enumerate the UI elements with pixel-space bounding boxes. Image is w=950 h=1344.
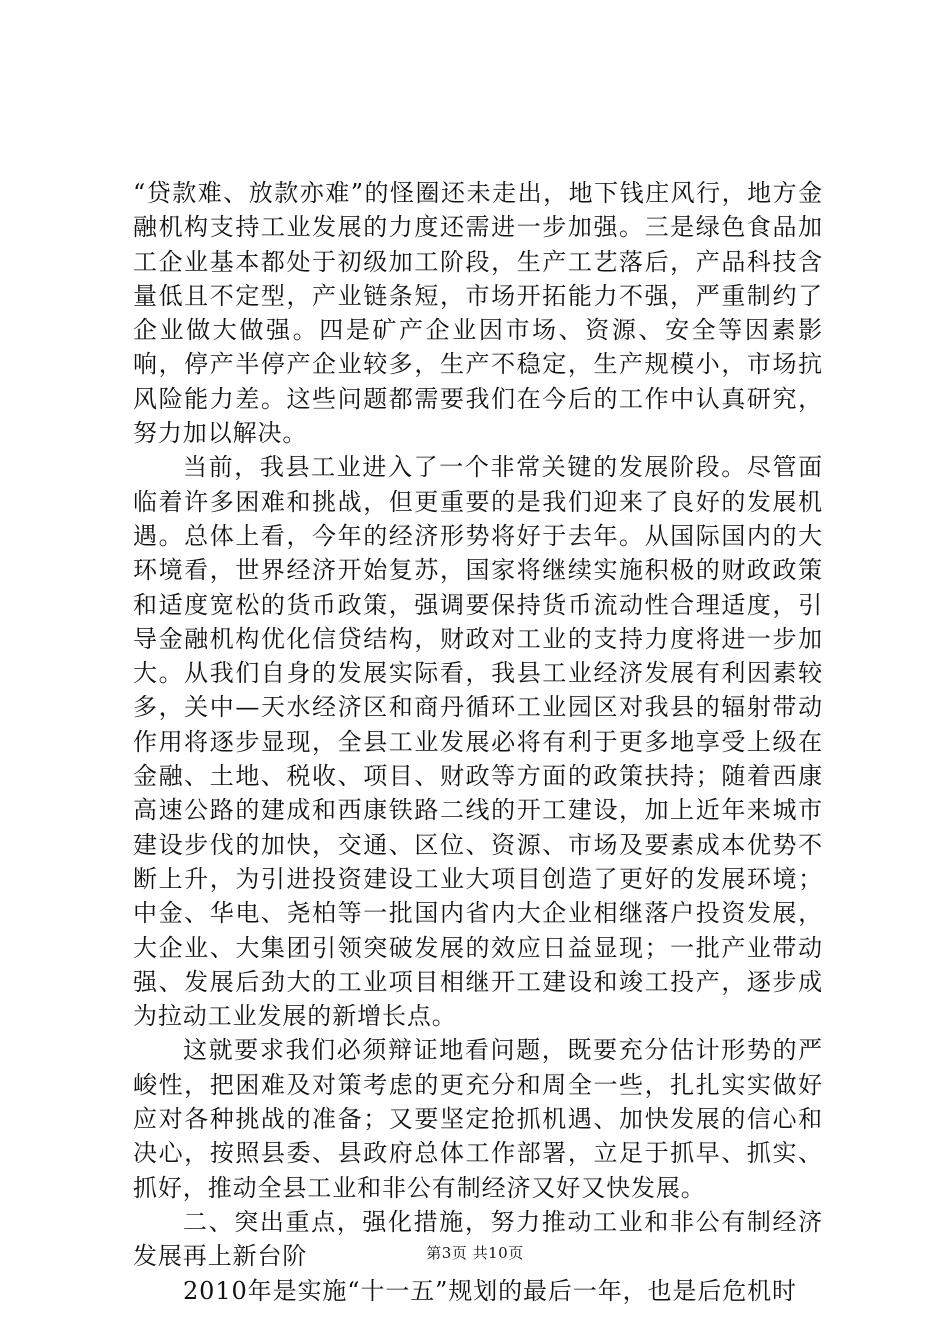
paragraph-development-stage: 当前，我县工业进入了一个非常关键的发展阶段。尽管面临着许多困难和挑战，但更重要的是我们迎来了良好的发展机遇。总体上看，今年的经济形势将好于去年。从国际国内的大环境看，世界经济开始复苏，国家将继续实施积极的财政政策和适度宽松的货币政策，强调要保持货币流动性合理适度，引导金融机构优化信贷结构，财政对工业的支持力度将进一步加大。从我们自身的发展实际看，我县工业经济发展有利因素较多，关中—天水经济区和商丹循环工业园区对我县的辐射带动作用将逐步显现，全县工业发展必将有利于更多地享受上级在金融、土地、税收、项目、财政等方面的政策扶持；随着西康高速公路的建成和西康铁路二线的开工建设，加上近年来城市建设步伐的加快，交通、区位、资源、市场及要素成本优势不断上升，为引进投资建设工业大项目创造了更好的发展环境；中金、华电、尧柏等一批国内省内大企业相继落户投资发展，大企业、大集团引领突破发展的效应日益显现；一批产业带动强、发展后劲大的工业项目相继开工建设和竣工投产，逐步成为拉动工业发展的新增长点。 bbox=[133, 453, 823, 1031]
paragraph-2010-plan: 2010年是实施“十一五”规划的最后一年，也是后危机时 bbox=[183, 1276, 797, 1305]
paragraph-continuation: “贷款难、放款亦难”的怪圈还未走出，地下钱庄风行，地方金融机构支持工业发展的力度还需进一步加强。三是绿色食品加工企业基本都处于初级加工阶段，生产工艺落后，产品科技含量低且不定型，产业链条短，市场开拓能力不强，严重制约了企业做大做强。四是矿产企业因市场、资源、安全等因素影响，停产半停产企业较多，生产不稳定，生产规模小，市场抗风险能力差。这些问题都需要我们在今后的工作中认真研究，努力加以解决。 bbox=[133, 179, 823, 448]
section-heading: 二、突出重点，强化措施，努力推动工业和非公有制经济发展再上新台阶 bbox=[133, 1207, 823, 1271]
document-body bbox=[133, 176, 823, 1308]
paragraph-dialectical-view: 这就要求我们必须辩证地看问题，既要充分估计形势的严峻性，把困难及对策考虑的更充分和周全一些，扎扎实实做好应对各种挑战的准备；又要坚定抢抓机遇、加快发展的信心和决心，按照县委、县政府总体工作部署，立足于抓早、抓实、抓好，推动全县工业和非公有制经济又好又快发展。 bbox=[133, 1036, 823, 1202]
page-footer: 第3页 共10页 bbox=[426, 1244, 524, 1262]
